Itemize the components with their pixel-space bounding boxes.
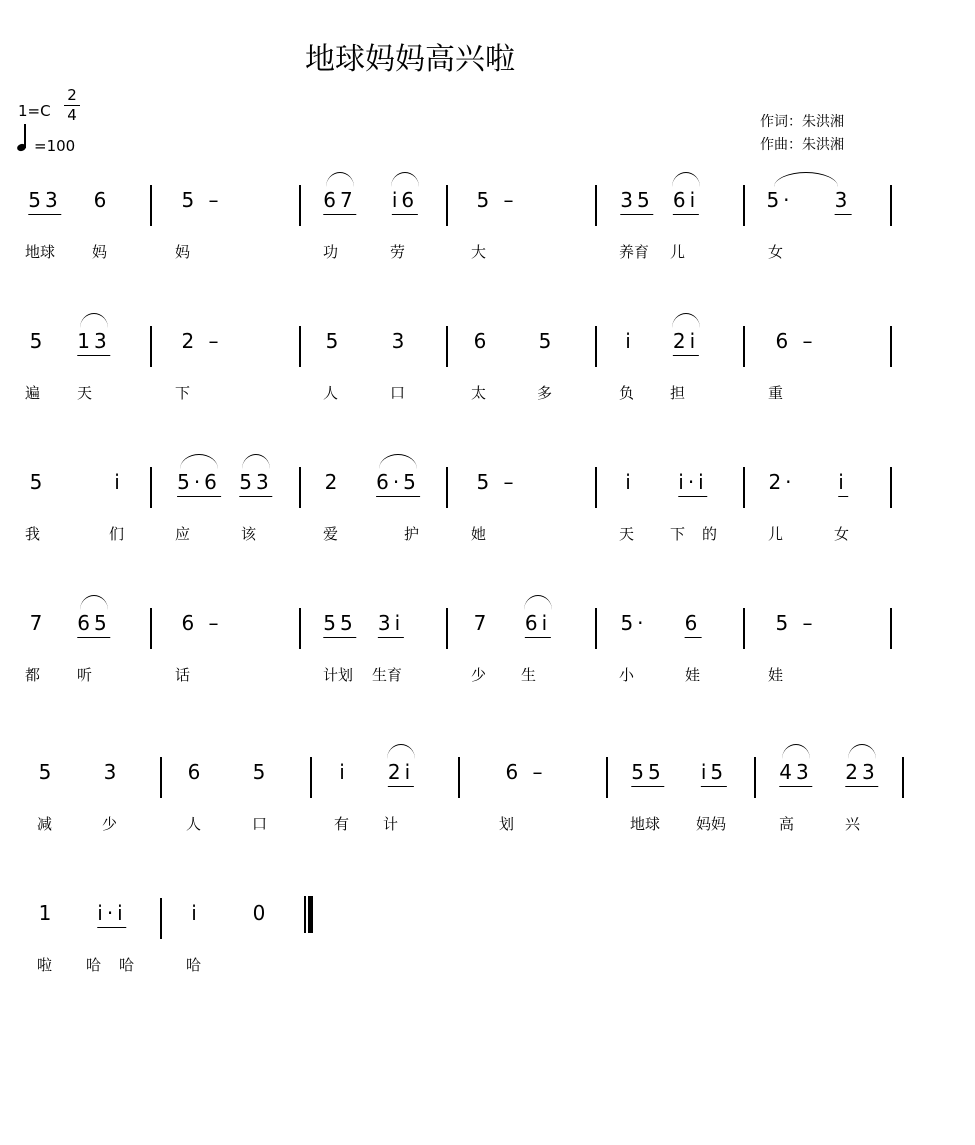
barline: [458, 757, 460, 798]
lyric: 生: [521, 666, 537, 684]
note: 5·: [766, 188, 794, 212]
lyric: 我: [25, 525, 41, 543]
note: 2·: [768, 470, 796, 494]
note: 6: [93, 188, 111, 212]
note: 43: [779, 758, 812, 787]
barline: [595, 608, 597, 649]
lyric: 该: [241, 525, 257, 543]
lyricist-credit: 作词：朱洪湘: [760, 114, 844, 130]
barline: [890, 608, 892, 649]
lyric: 天: [77, 384, 93, 402]
tempo-value: =100: [34, 137, 76, 155]
note: i5: [701, 758, 727, 787]
note: 5 –: [181, 188, 223, 212]
lyric: 高: [779, 815, 795, 833]
barline: [446, 608, 448, 649]
lyric: 们: [109, 525, 125, 543]
lyric: 养育: [619, 243, 650, 261]
lyric: 下: [670, 525, 686, 543]
note: 6i: [525, 609, 551, 638]
note: i: [114, 470, 124, 494]
barline: [150, 608, 152, 649]
barline: [890, 326, 892, 367]
lyric: 女: [834, 525, 850, 543]
note: 5: [538, 329, 556, 353]
lyric: 功: [323, 243, 339, 261]
lyric: 计: [383, 815, 399, 833]
lyric: 担: [670, 384, 686, 402]
lyric: 有: [334, 815, 350, 833]
note: 3: [391, 329, 409, 353]
barline: [310, 757, 312, 798]
barline: [743, 608, 745, 649]
lyric: 负: [619, 384, 635, 402]
note: 6 –: [181, 611, 223, 635]
lyric: 劳: [390, 243, 406, 261]
note: 2i: [388, 758, 414, 787]
lyric: 应: [175, 525, 191, 543]
lyric: 重: [768, 384, 784, 402]
note: 6·5: [376, 468, 420, 497]
note: 2i: [673, 327, 699, 356]
note: 5: [325, 329, 343, 353]
note: 5·: [620, 611, 648, 635]
barline: [743, 326, 745, 367]
note: 6 –: [505, 760, 547, 784]
lyric: 太: [471, 384, 487, 402]
note: i: [191, 901, 201, 925]
note: 5 –: [775, 611, 817, 635]
lyric: 儿: [768, 525, 784, 543]
key-signature: 1=C: [18, 102, 51, 120]
note: 53: [239, 468, 272, 497]
barline: [595, 467, 597, 508]
note: 67: [323, 186, 356, 215]
note: 65: [77, 609, 110, 638]
slur: [80, 313, 108, 328]
lyric: 地球: [630, 815, 661, 833]
barline: [446, 326, 448, 367]
note: 2 –: [181, 329, 223, 353]
note: 0: [252, 901, 270, 925]
note: i: [339, 760, 349, 784]
note: 23: [845, 758, 878, 787]
barline: [446, 185, 448, 226]
slur: [672, 172, 700, 187]
note: i: [625, 470, 635, 494]
slur: [848, 744, 876, 759]
barline: [150, 185, 152, 226]
time-signature: [64, 88, 80, 123]
lyric: 哈: [186, 956, 202, 974]
lyric: 话: [175, 666, 191, 684]
final-barline-thin: [304, 896, 306, 933]
lyric: 生育: [372, 666, 403, 684]
note: 55: [323, 609, 356, 638]
score-row-4: [0, 609, 975, 719]
note: 7: [473, 611, 491, 635]
barline: [299, 326, 301, 367]
song-title: 地球妈妈高兴啦: [305, 42, 515, 77]
meter-top: 2: [67, 86, 77, 104]
lyric: 人: [186, 815, 202, 833]
lyric: 地球: [25, 243, 56, 261]
barline: [299, 608, 301, 649]
slur: [774, 172, 838, 187]
note: 5: [38, 760, 56, 784]
barline: [754, 757, 756, 798]
lyric: 儿: [670, 243, 686, 261]
note: 3i: [378, 609, 404, 638]
lyric: 口: [390, 384, 406, 402]
slur: [672, 313, 700, 328]
lyric: 的: [702, 525, 718, 543]
note: 5: [29, 329, 47, 353]
lyric: 娃: [768, 666, 784, 684]
note: 35: [620, 186, 653, 215]
lyric: 护: [404, 525, 420, 543]
note: 5: [29, 470, 47, 494]
barline: [299, 467, 301, 508]
lyric: 口: [252, 815, 268, 833]
lyric: 哈: [86, 956, 102, 974]
lyric: 妈妈: [696, 815, 727, 833]
slur: [379, 454, 417, 469]
lyric: 遍: [25, 384, 41, 402]
barline: [160, 757, 162, 798]
slur: [391, 172, 419, 187]
note: 5·6: [177, 468, 221, 497]
lyric: 小: [619, 666, 635, 684]
note: i6: [392, 186, 418, 215]
lyric: 啦: [37, 956, 53, 974]
lyric: 多: [537, 384, 553, 402]
score-row-5: [0, 758, 975, 868]
meter-bottom: 4: [67, 106, 77, 124]
barline: [743, 467, 745, 508]
slur: [242, 454, 270, 469]
note: 5: [252, 760, 270, 784]
note: i·i: [97, 899, 126, 928]
lyric: 少: [102, 815, 118, 833]
barline: [595, 185, 597, 226]
note: 13: [77, 327, 110, 356]
lyric: 人: [323, 384, 339, 402]
note: 5 –: [476, 470, 518, 494]
lyric: 女: [768, 243, 784, 261]
note: 3: [103, 760, 121, 784]
lyric: 天: [619, 525, 635, 543]
final-barline-thick: [308, 896, 313, 933]
barline: [890, 185, 892, 226]
lyric: 娃: [685, 666, 701, 684]
score-row-1: [0, 186, 975, 296]
score-row-2: [0, 327, 975, 437]
note: 6: [685, 609, 702, 638]
note: 55: [631, 758, 664, 787]
lyric: 下: [175, 384, 191, 402]
lyric: 爱: [323, 525, 339, 543]
note: i: [838, 468, 848, 497]
barline: [606, 757, 608, 798]
note: 53: [28, 186, 61, 215]
note: 6: [473, 329, 491, 353]
note: 6 –: [775, 329, 817, 353]
slur: [80, 595, 108, 610]
note: 3: [835, 186, 852, 215]
barline: [150, 326, 152, 367]
barline: [595, 326, 597, 367]
barline: [743, 185, 745, 226]
note: 6: [187, 760, 205, 784]
lyric: 妈: [92, 243, 108, 261]
lyric: 少: [471, 666, 487, 684]
barline: [902, 757, 904, 798]
note: i·i: [678, 468, 707, 497]
slur: [180, 454, 218, 469]
barline: [299, 185, 301, 226]
slur: [326, 172, 354, 187]
lyric: 兴: [845, 815, 861, 833]
score-row-6: [0, 899, 975, 1009]
note: 1: [38, 901, 56, 925]
lyric: 计划: [323, 666, 354, 684]
score-row-3: [0, 468, 975, 578]
lyric: 划: [499, 815, 515, 833]
barline: [150, 467, 152, 508]
slur: [524, 595, 552, 610]
note: 2: [324, 470, 342, 494]
note: 6i: [673, 186, 699, 215]
barline: [160, 898, 162, 939]
lyric: 减: [37, 815, 53, 833]
lyric: 妈: [175, 243, 191, 261]
slur: [782, 744, 810, 759]
lyric: 都: [25, 666, 41, 684]
lyric: 哈: [119, 956, 135, 974]
note: 5 –: [476, 188, 518, 212]
note: 7: [29, 611, 47, 635]
barline: [890, 467, 892, 508]
slur: [387, 744, 415, 759]
barline: [446, 467, 448, 508]
lyric: 大: [471, 243, 487, 261]
lyric: 听: [77, 666, 93, 684]
lyric: 她: [471, 525, 487, 543]
note: i: [625, 329, 635, 353]
composer-credit: 作曲：朱洪湘: [760, 137, 844, 153]
